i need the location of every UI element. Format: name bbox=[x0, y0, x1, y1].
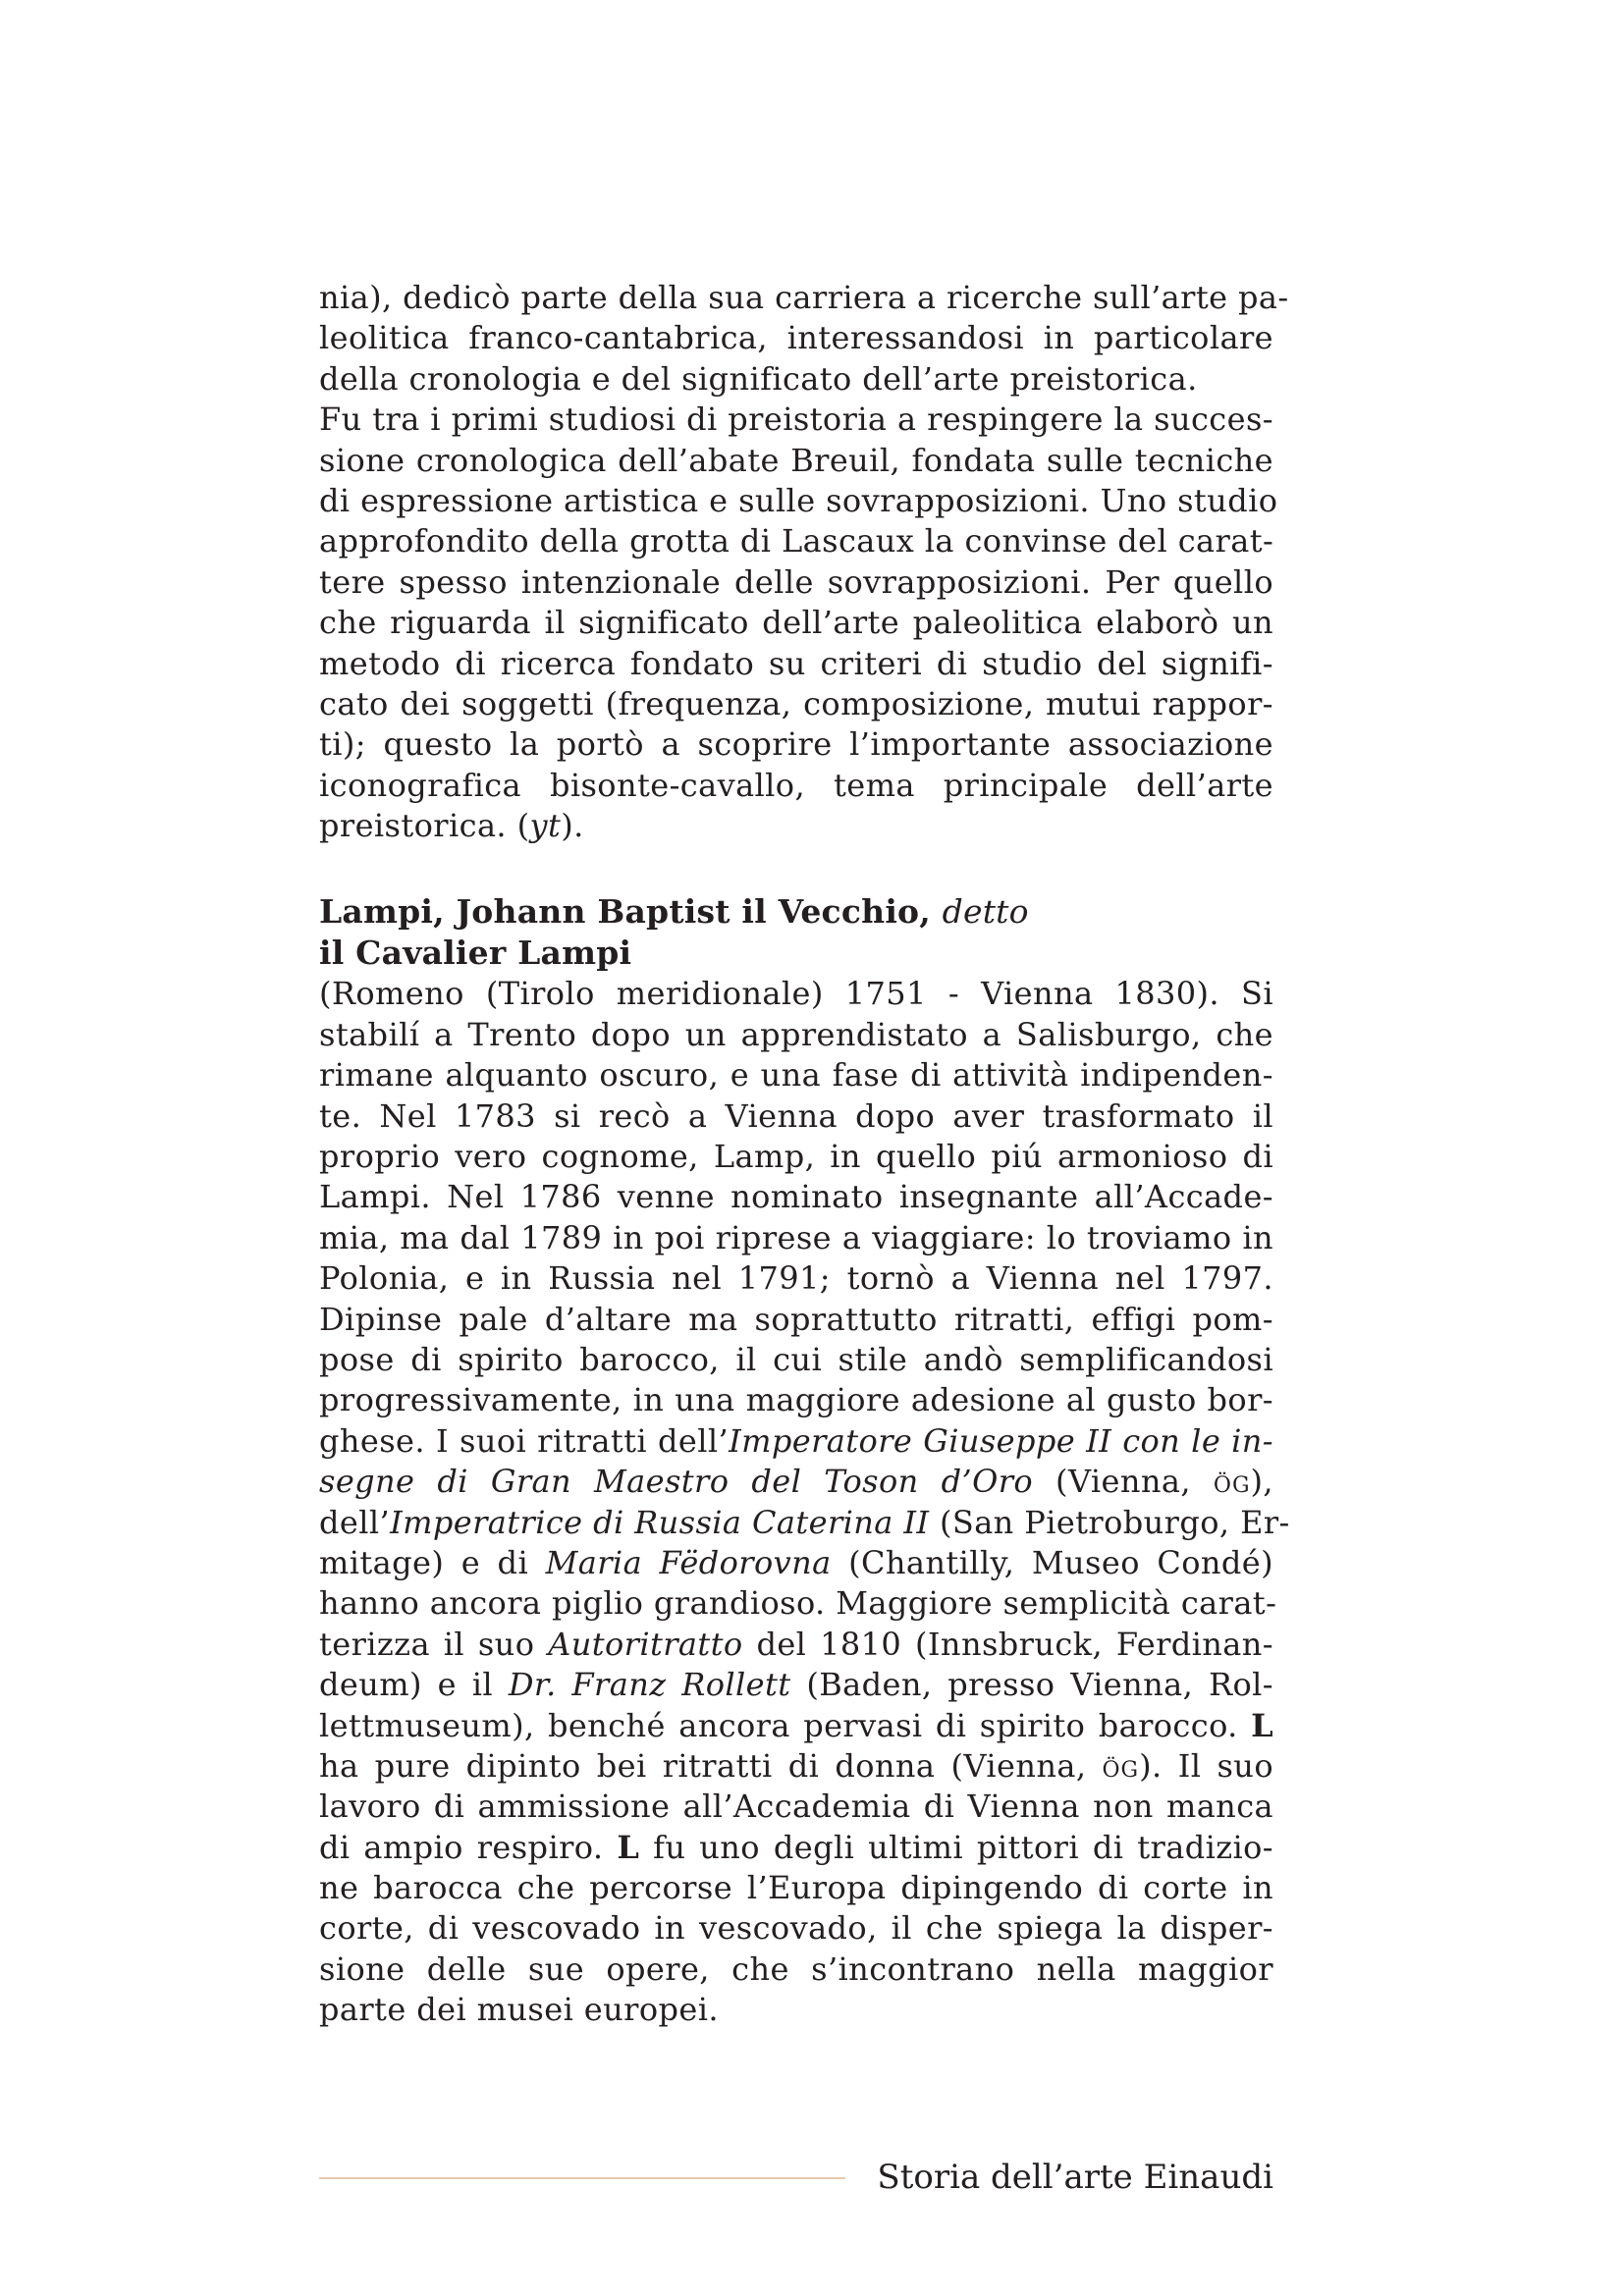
entry-name: Lampi, Johann Baptist il Vecchio, bbox=[319, 892, 931, 932]
text-segment: lettmuseum), benché ancora pervasi di spirito barocco. bbox=[319, 1706, 1252, 1744]
footer-rule bbox=[319, 2177, 845, 2179]
text-segment: preistorica. ( bbox=[319, 807, 530, 845]
text-segment: mitage) e di bbox=[319, 1543, 546, 1581]
text-segment: dell’ bbox=[319, 1503, 391, 1541]
text-line bbox=[319, 1706, 1273, 1746]
entry-detto: detto bbox=[942, 892, 1029, 932]
artwork-title: Imperatrice di Russia Caterina II bbox=[390, 1503, 930, 1541]
text-line: che riguarda il significato dell’arte paleolitica elaborò un bbox=[319, 604, 1273, 642]
text-line bbox=[319, 1543, 1273, 1583]
text-line: corte, di vescovado in vescovado, il che spiega la disper- bbox=[319, 1909, 1273, 1948]
text-segment: ). Il suo bbox=[1139, 1746, 1273, 1785]
author-initials: yt bbox=[529, 807, 562, 845]
text-line: nia), dedicò parte della sua carriera a ricerche sull’arte pa- bbox=[319, 279, 1289, 316]
text-line: te. Nel 1783 si recò a Vienna dopo aver trasformato il bbox=[319, 1096, 1273, 1135]
text-line: stabilí a Trento dopo un apprendistato a Salisburgo, che bbox=[319, 1015, 1273, 1053]
text-line: parte dei musei europei. bbox=[319, 1991, 719, 2029]
text-line: lavoro di ammissione all’Accademia di Vienna non manca bbox=[319, 1788, 1273, 1826]
artwork-title: Dr. Franz Rollett bbox=[508, 1666, 791, 1704]
text-segment: (Baden, presso Vienna, Rol- bbox=[790, 1666, 1273, 1704]
text-line: approfondito della grotta di Lascaux la convinse del carat- bbox=[319, 522, 1274, 561]
text-line-signature bbox=[319, 806, 1273, 846]
text-line: Dipinse pale d’altare ma soprattutto ritratti, effigi pom- bbox=[319, 1300, 1273, 1338]
text-segment: fu uno degli ultimi pittori di tradizio- bbox=[639, 1828, 1273, 1866]
text-line bbox=[319, 1503, 1290, 1543]
text-segment: ). bbox=[561, 807, 584, 845]
museum-abbreviation: ög bbox=[1102, 1746, 1140, 1785]
entry-heading-line: il Cavalier Lampi bbox=[319, 934, 632, 973]
text-line: hanno ancora piglio grandioso. Maggiore semplicità carat- bbox=[319, 1584, 1277, 1623]
museum-abbreviation: ög bbox=[1213, 1463, 1251, 1501]
text-segment: ), bbox=[1250, 1463, 1273, 1501]
text-line: rimane alquanto oscuro, e una fase di attività indipenden- bbox=[319, 1056, 1273, 1095]
section-gap bbox=[319, 846, 1273, 891]
artwork-title: Maria Fëdorovna bbox=[545, 1543, 832, 1581]
text-line: Fu tra i primi studiosi di preistoria a respingere la succes- bbox=[319, 400, 1273, 439]
text-segment: ha pure dipinto bei ritratti di donna (Vienna, bbox=[319, 1746, 1103, 1785]
text-line: ti); questo la portò a scoprire l’importante associazione bbox=[319, 725, 1273, 764]
text-segment: ghese. I suoi ritratti dell’ bbox=[319, 1421, 730, 1460]
text-line bbox=[319, 1665, 1273, 1705]
text-segment: di ampio respiro. bbox=[319, 1828, 618, 1866]
text-line bbox=[319, 1746, 1273, 1787]
text-line: progressivamente, in una maggiore adesione al gusto bor- bbox=[319, 1381, 1273, 1419]
text-line: di espressione artistica e sulle sovrapposizioni. Uno studio bbox=[319, 481, 1278, 519]
text-line: (Romeno (Tirolo meridionale) 1751 - Vienna 1830). Si bbox=[319, 975, 1273, 1013]
text-line: Lampi. Nel 1786 venne nominato insegnante all’Accade- bbox=[319, 1178, 1273, 1216]
artwork-title: segne di Gran Maestro del Toson d’Oro bbox=[319, 1463, 1034, 1501]
text-line: sione delle sue opere, che s’incontrano nella maggior bbox=[319, 1949, 1273, 1988]
text-line bbox=[319, 1421, 1273, 1462]
text-segment: (Chantilly, Museo Condé) bbox=[831, 1543, 1274, 1581]
text-segment: terizza il suo bbox=[319, 1625, 549, 1663]
text-segment: (Vienna, bbox=[1033, 1463, 1214, 1501]
text-line: sione cronologica dell’abate Breuil, fondata sulle tecniche bbox=[319, 441, 1273, 479]
entry-body bbox=[319, 974, 1290, 2030]
entry-heading bbox=[319, 891, 1273, 974]
text-line: pose di spirito barocco, il cui stile andò semplificandosi bbox=[319, 1340, 1273, 1378]
text-line: cato dei soggetti (frequenza, composizione, mutui rappor- bbox=[319, 684, 1273, 722]
text-line: tere spesso intenzionale delle sovrapposizioni. Per quello bbox=[319, 562, 1273, 601]
page-body bbox=[319, 278, 1290, 2031]
text-line: ne barocca che percorse l’Europa dipingendo di corte in bbox=[319, 1869, 1273, 1907]
entry-heading-line bbox=[319, 891, 1273, 933]
text-line: della cronologia e del significato dell’arte preistorica. bbox=[319, 359, 1198, 398]
artwork-title: Autoritratto bbox=[548, 1625, 743, 1663]
text-line: proprio vero cognome, Lamp, in quello piú armonioso di bbox=[319, 1138, 1273, 1176]
text-segment: del 1810 (Innsbruck, Ferdinan- bbox=[742, 1625, 1274, 1663]
footer-publication-title: Storia dell’arte Einaudi bbox=[877, 2158, 1273, 2197]
text-line bbox=[319, 1625, 1273, 1665]
text-line: leolitica franco-cantabrica, interessandosi in particolare bbox=[319, 319, 1273, 357]
text-segment: (San Pietroburgo, Er- bbox=[929, 1503, 1290, 1541]
page-footer bbox=[319, 2156, 1273, 2205]
text-line: metodo di ricerca fondato su criteri di studio del signifi- bbox=[319, 644, 1273, 682]
entry-initial: L bbox=[617, 1828, 640, 1866]
text-line: iconografica bisonte-cavallo, tema principale dell’arte bbox=[319, 766, 1273, 804]
text-segment: deum) e il bbox=[319, 1666, 509, 1704]
text-line: Polonia, e in Russia nel 1791; tornò a Vienna nel 1797. bbox=[319, 1259, 1273, 1298]
previous-entry-text bbox=[319, 278, 1289, 846]
artwork-title: Imperatore Giuseppe II con le in- bbox=[729, 1421, 1274, 1460]
text-line bbox=[319, 1462, 1273, 1502]
text-line bbox=[319, 1828, 1273, 1868]
entry-initial: L bbox=[1251, 1706, 1273, 1744]
text-line: mia, ma dal 1789 in poi riprese a viaggiare: lo troviamo in bbox=[319, 1218, 1273, 1256]
